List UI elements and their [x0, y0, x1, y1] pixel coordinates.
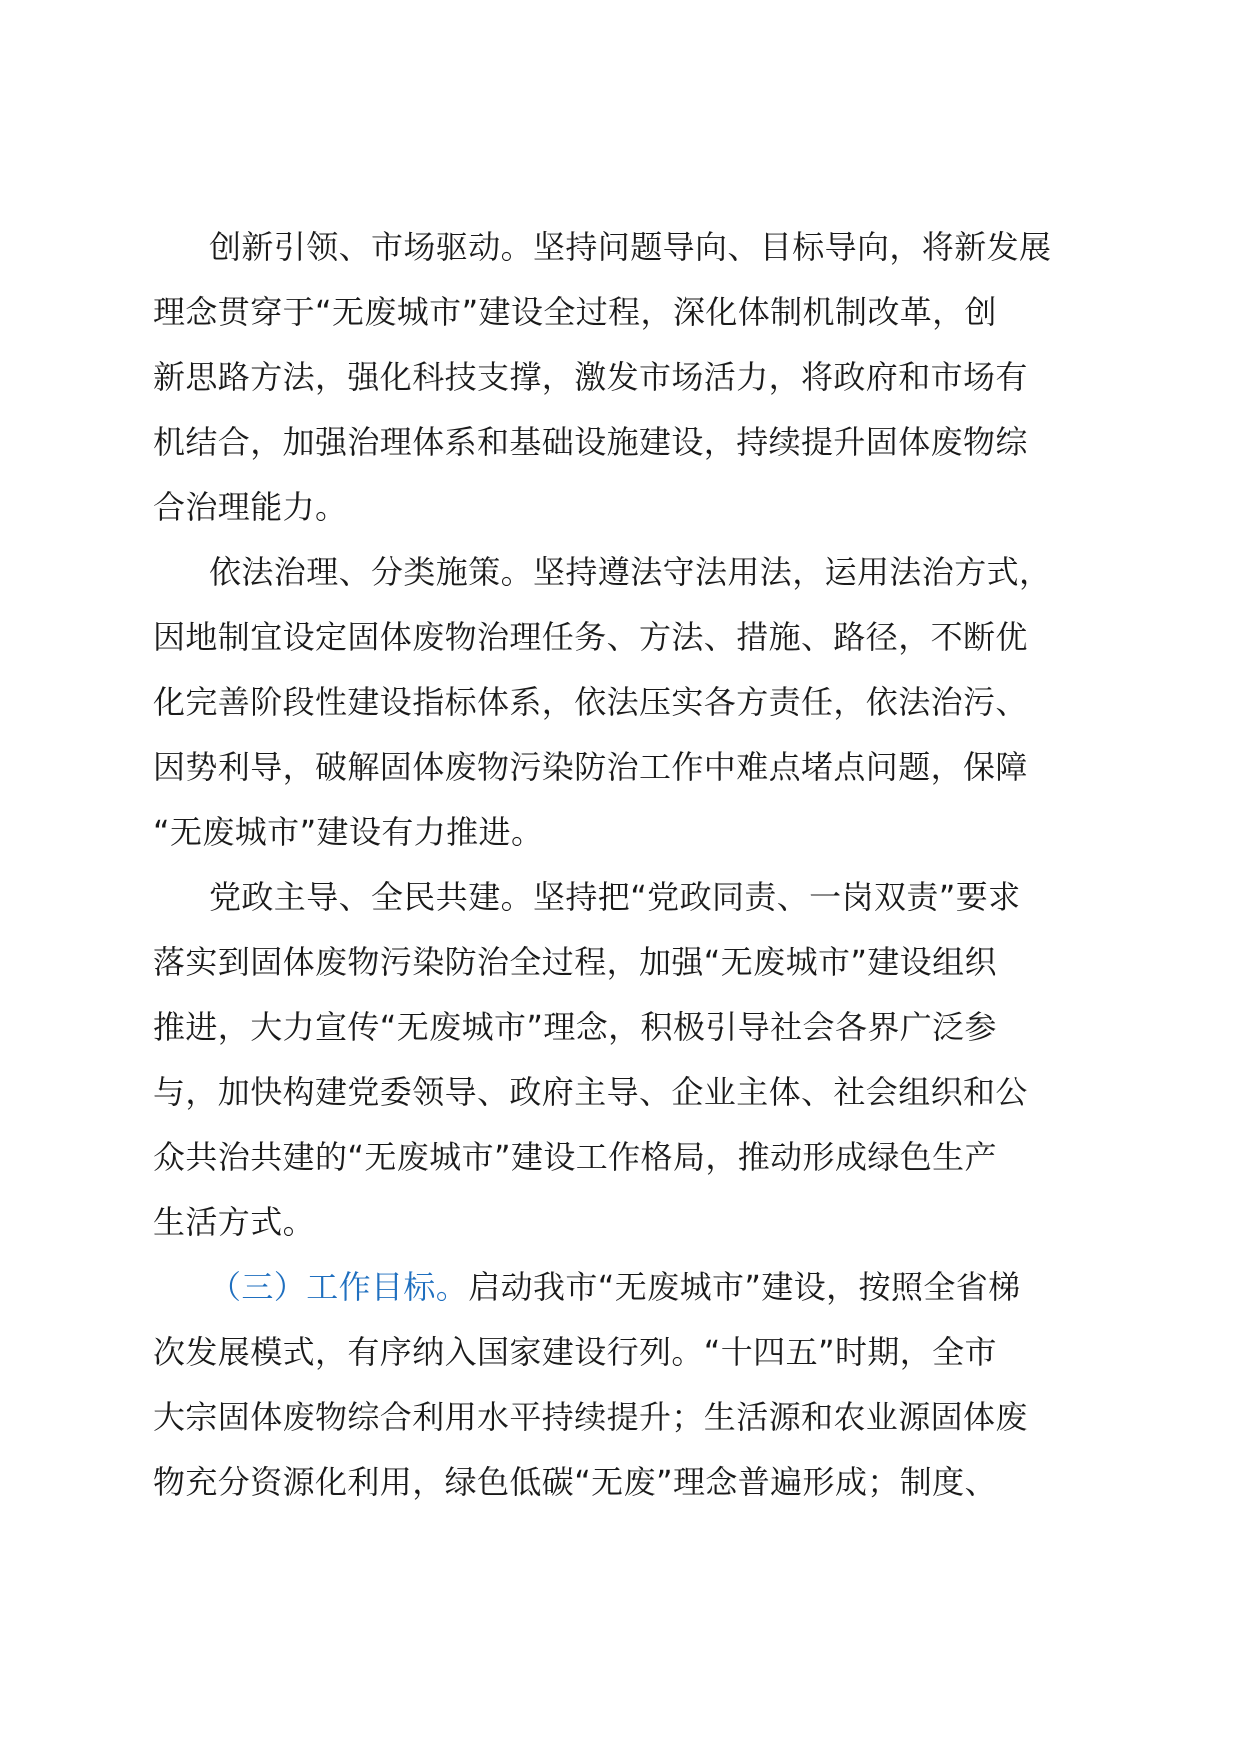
- paragraph-line: 物充分资源化利用，绿色低碳“无废”理念普遍形成；制度、: [153, 1463, 997, 1501]
- paragraph-party: [153, 865, 1083, 1255]
- heading-line-rest: 启动我市“无废城市”建设，按照全省梯: [468, 1268, 1021, 1306]
- paragraph-work-goals: [153, 1255, 1083, 1515]
- paragraph-line: 依法治理、分类施策。坚持遵法守法用法，运用法治方式，: [209, 553, 1052, 591]
- paragraph-line: 党政主导、全民共建。坚持把“党政同责、一岗双责”要求: [209, 878, 1021, 916]
- paragraph-line: 合治理能力。: [153, 488, 348, 526]
- paragraph-line: 生活方式。: [153, 1203, 316, 1241]
- paragraph-line: 落实到固体废物污染防治全过程，加强“无废城市”建设组织: [153, 943, 997, 981]
- paragraph-line: “无废城市”建设有力推进。: [153, 813, 544, 851]
- paragraph-line: 因势利导，破解固体废物污染防治工作中难点堵点问题，保障: [153, 748, 1028, 786]
- document-body: [153, 215, 1083, 1515]
- paragraph-line: 机结合，加强治理体系和基础设施建设，持续提升固体废物综: [153, 423, 1028, 461]
- paragraph-line: 众共治共建的“无废城市”建设工作格局，推动形成绿色生产: [153, 1138, 997, 1176]
- section-heading: （三）工作目标。: [209, 1268, 469, 1306]
- paragraph-line: 推进，大力宣传“无废城市”理念，积极引导社会各界广泛参: [153, 1008, 997, 1046]
- paragraph-line: 化完善阶段性建设指标体系，依法压实各方责任，依法治污、: [153, 683, 1028, 721]
- paragraph-innovation: [153, 215, 1083, 540]
- paragraph-law: [153, 540, 1083, 865]
- paragraph-line: 与，加快构建党委领导、政府主导、企业主体、社会组织和公: [153, 1073, 1028, 1111]
- paragraph-line: 因地制宜设定固体废物治理任务、方法、措施、路径，不断优: [153, 618, 1028, 656]
- paragraph-line: 次发展模式，有序纳入国家建设行列。“十四五”时期，全市: [153, 1333, 997, 1371]
- paragraph-line: 大宗固体废物综合利用水平持续提升；生活源和农业源固体废: [153, 1398, 1028, 1436]
- paragraph-line: 创新引领、市场驱动。坚持问题导向、目标导向，将新发展: [209, 228, 1052, 266]
- paragraph-line: 新思路方法，强化科技支撑，激发市场活力，将政府和市场有: [153, 358, 1028, 396]
- paragraph-line: [153, 1255, 1083, 1320]
- paragraph-line: 理念贯穿于“无废城市”建设全过程，深化体制机制改革，创: [153, 293, 997, 331]
